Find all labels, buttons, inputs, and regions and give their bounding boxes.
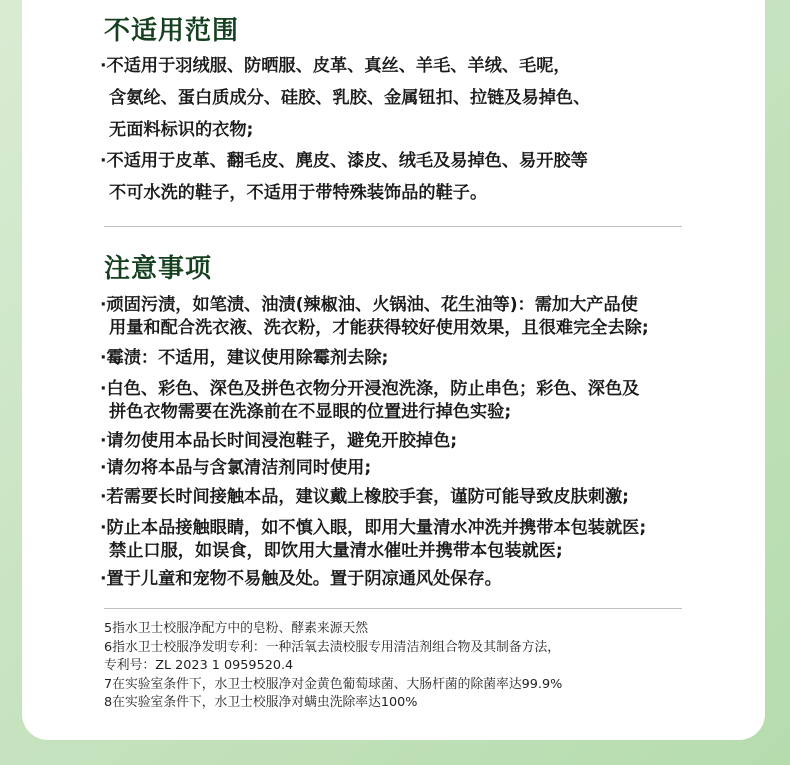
not-applicable-line-1: ·不适用于羽绒服、防晒服、皮革、真丝、羊毛、羊绒、毛呢， [100,56,571,76]
footnote-6: 6指水卫士校服净发明专利：一种活氧去渍校服专用清洁剂组合物及其制备方法， [104,640,561,655]
precaution-line-7: ·请勿将本品与含氯清洁剂同时使用; [100,458,372,478]
precaution-line-2: 用量和配合洗衣液、洗衣粉，才能获得较好使用效果，且很难完全去除; [109,318,649,338]
footnote-6-patent: 专利号：ZL 2023 1 0959520.4 [104,658,294,673]
section-title-precautions: 注意事项 [104,254,213,284]
precaution-line-5: 拼色衣物需要在洗涤前在不显眼的位置进行掉色实验; [109,402,512,422]
precaution-line-10: 禁止口服，如误食，即饮用大量清水催吐并携带本包装就医; [109,541,563,561]
precaution-line-6: ·请勿使用本品长时间浸泡鞋子，避免开胶掉色; [100,431,458,451]
not-applicable-line-4: ·不适用于皮革、翻毛皮、麂皮、漆皮、绒毛及易掉色、易开胶等 [100,151,588,171]
not-applicable-line-2: 含氨纶、蛋白质成分、硅胶、乳胶、金属钮扣、拉链及易掉色、 [109,88,591,108]
precaution-line-3: ·霉渍：不适用，建议使用除霉剂去除; [100,348,389,368]
footnote-8: 8在实验室条件下，水卫士校服净对螨虫洗除率达100% [104,695,418,710]
footnote-7: 7在实验室条件下，水卫士校服净对金黄色葡萄球菌、大肠杆菌的除菌率达99.9% [104,677,563,692]
footnote-5: 5指水卫士校服净配方中的皂粉、酵素来源天然 [104,621,369,636]
not-applicable-line-3: 无面料标识的衣物; [109,120,254,140]
section-title-not-applicable: 不适用范围 [104,16,240,46]
precaution-line-11: ·置于儿童和宠物不易触及处。置于阴凉通风处保存。 [100,569,502,589]
precaution-line-8: ·若需要长时间接触本品，建议戴上橡胶手套，谨防可能导致皮肤刺激; [100,487,630,507]
precaution-line-1: ·顽固污渍，如笔渍、油渍(辣椒油、火锅油、花生油等)：需加大产品使 [100,295,638,315]
footnote-divider [104,608,682,609]
section-divider [104,226,682,227]
not-applicable-line-5: 不可水洗的鞋子，不适用于带特殊装饰品的鞋子。 [109,183,488,203]
precaution-line-9: ·防止本品接触眼睛，如不慎入眼，即用大量清水冲洗并携带本包装就医; [100,518,647,538]
precaution-line-4: ·白色、彩色、深色及拼色衣物分开浸泡洗涤，防止串色；彩色、深色及 [100,379,640,399]
